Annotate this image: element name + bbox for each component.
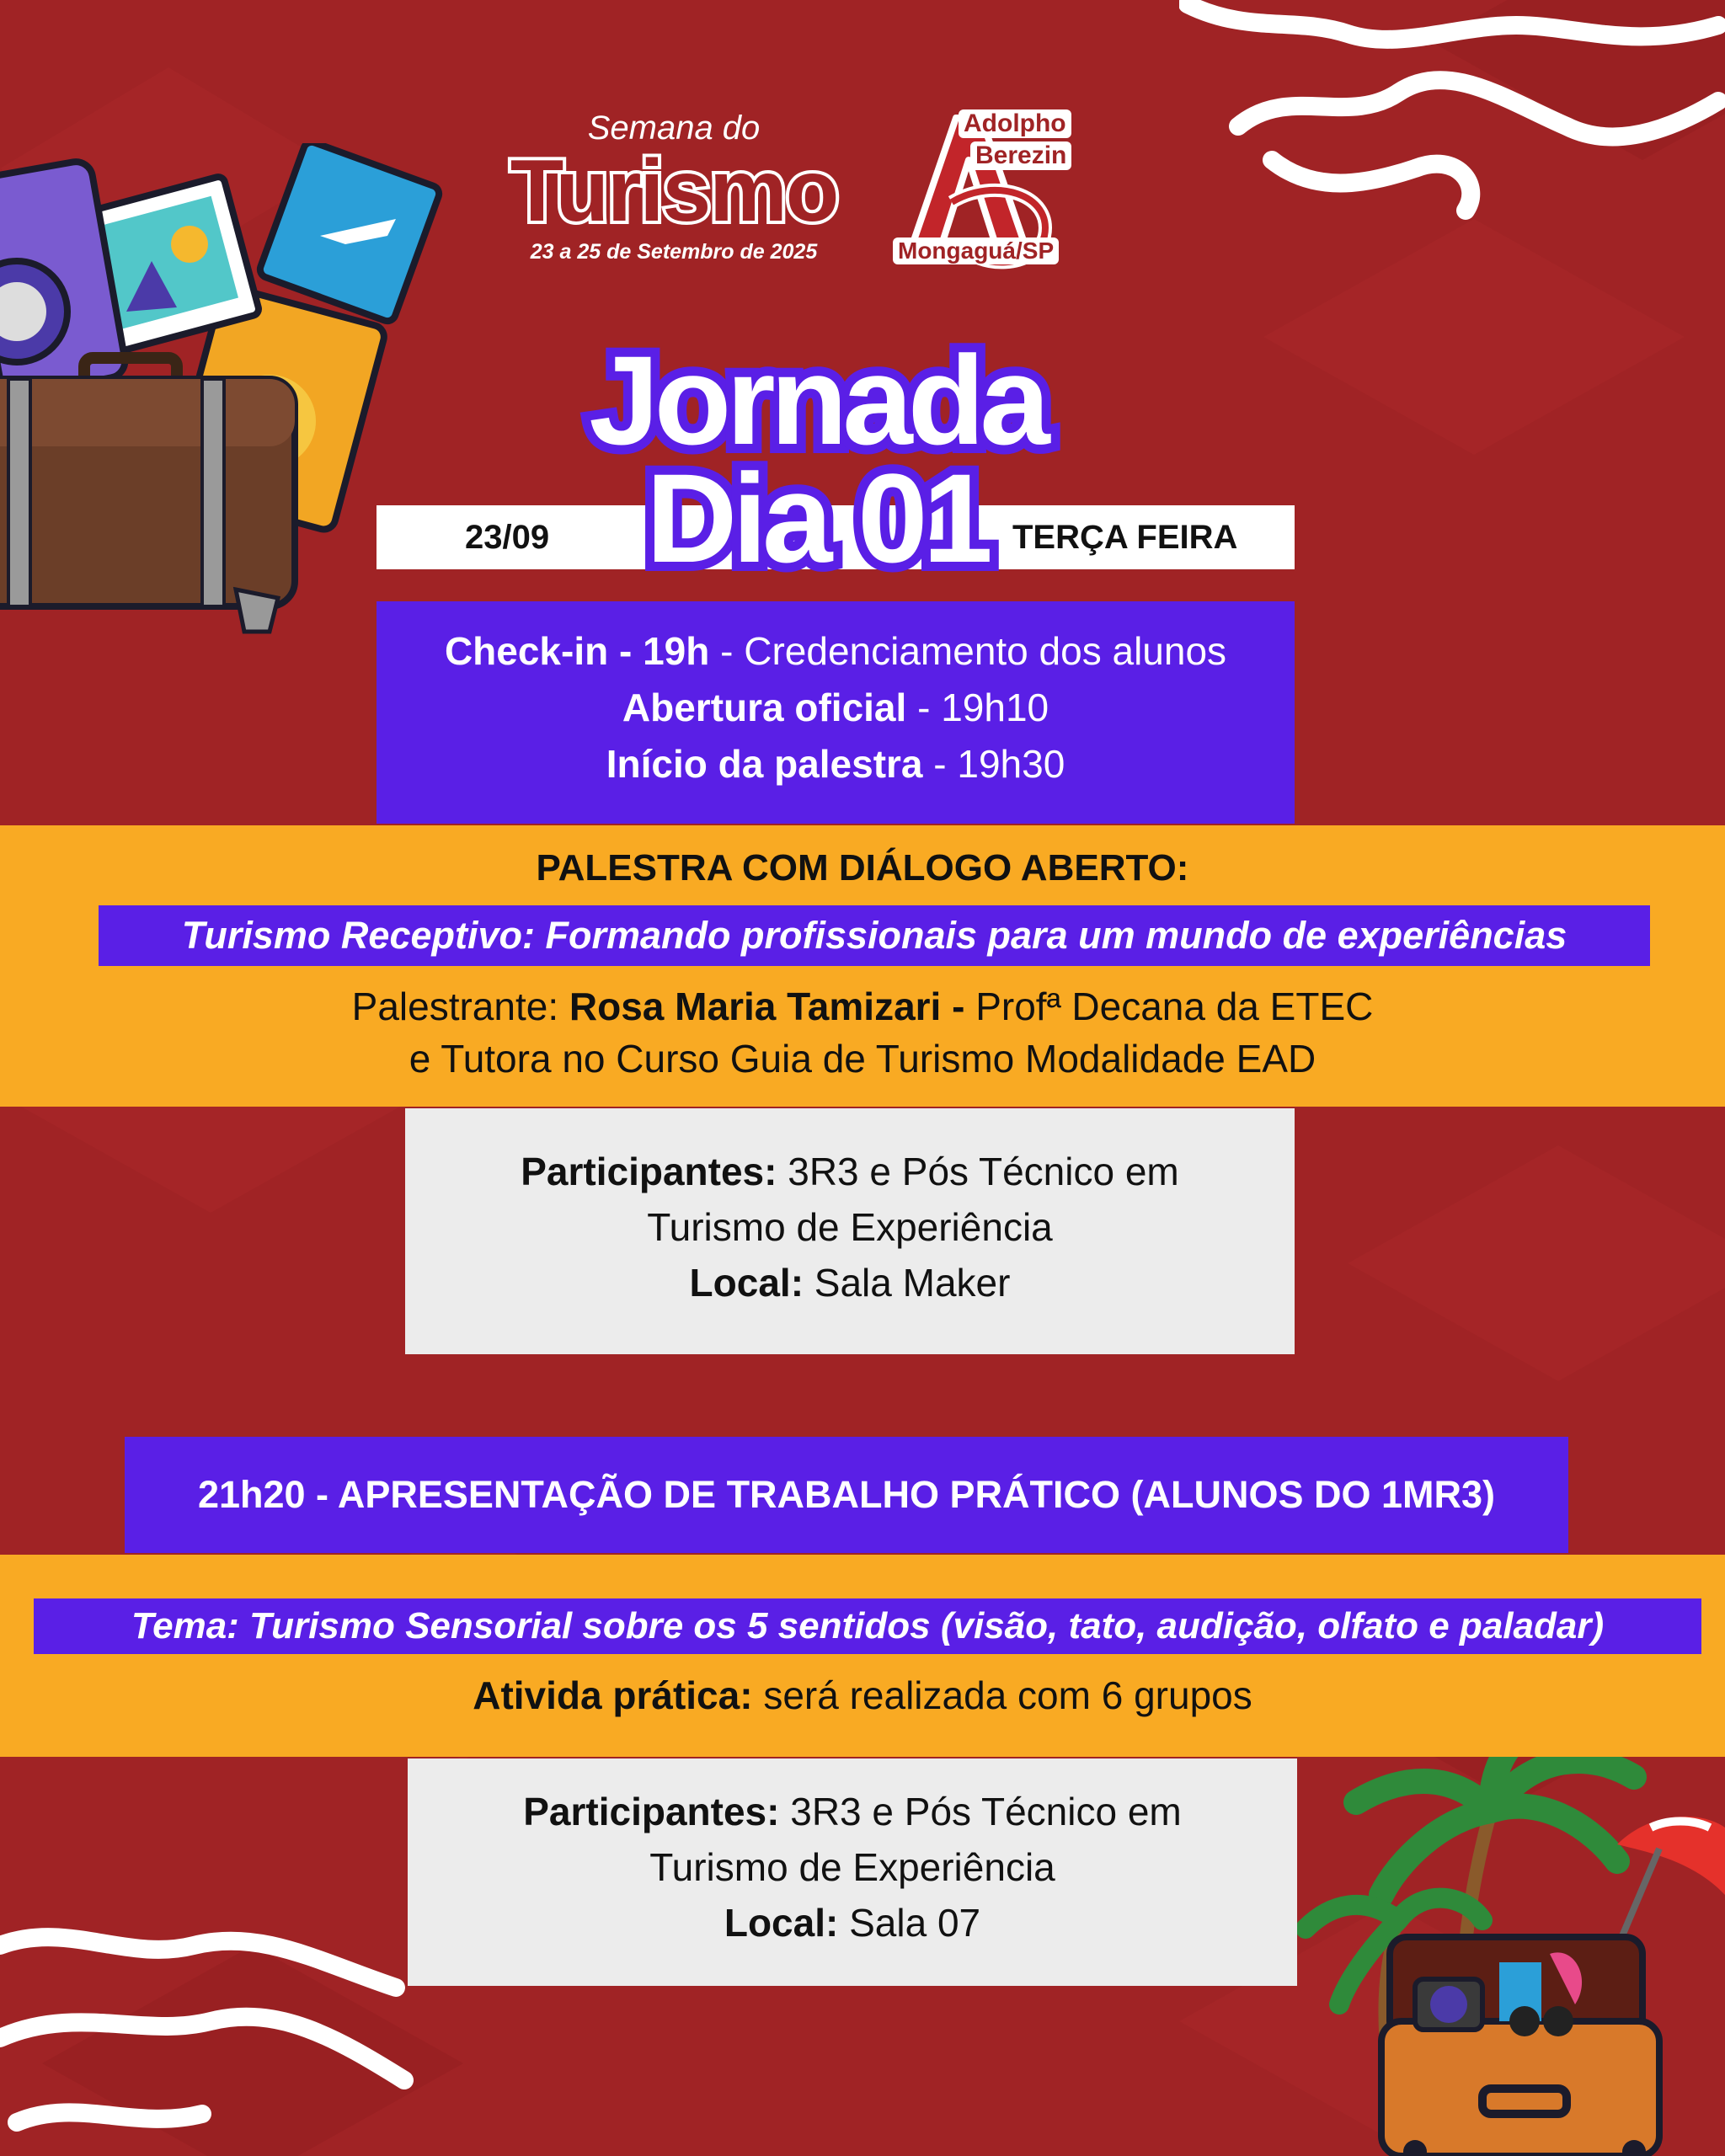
practical-theme: Tema: Turismo Sensorial sobre os 5 sentidos (visão, tato, audição, olfato e paladar) [131, 1605, 1605, 1646]
beach-suitcase-illustration [1297, 1735, 1725, 2156]
schedule-line-opening [377, 685, 1295, 730]
speaker-line-2: e Tutora no Curso Guia de Turismo Modalidade EAD [409, 1037, 1316, 1081]
info2-local-label: Local: [724, 1901, 839, 1945]
info1-participants-line1: 3R3 e Pós Técnico em [777, 1150, 1179, 1193]
travel-suitcase-illustration [0, 143, 446, 648]
talk-start-text: - 19h30 [922, 742, 1065, 786]
practical-activity-label: Ativida prática: [473, 1673, 753, 1717]
info1-participants-label: Participantes: [521, 1150, 777, 1193]
practical-activity [0, 1673, 1725, 1718]
school-name-1: Adolpho [959, 109, 1071, 138]
school-city: Mongaguá/SP [893, 237, 1059, 264]
opening-text: - 19h10 [906, 686, 1049, 729]
info2-participants-label: Participantes: [523, 1790, 780, 1833]
event-big-text: Turismo [510, 142, 838, 240]
practical-heading: 21h20 - APRESENTAÇÃO DE TRABALHO PRÁTICO (ALUNOS DO 1MR3) [197, 1473, 1496, 1516]
practical-theme-bar [34, 1598, 1701, 1654]
title-line-2: Dia 01 [646, 447, 988, 589]
info1-local-value: Sala Maker [804, 1261, 1011, 1305]
talk-heading: PALESTRA COM DIÁLOGO ABERTO: [536, 847, 1189, 889]
info-box-2 [408, 1758, 1297, 1986]
schedule-line-talk-start [377, 741, 1295, 787]
school-name-2: Berezin [970, 141, 1071, 170]
info2-local-value: Sala 07 [838, 1901, 981, 1945]
info1-participants [405, 1149, 1295, 1194]
squiggle-decoration-bottom [0, 1912, 438, 2156]
squiggle-decoration-top [1179, 0, 1725, 253]
speaker-role-1: Profª Decana da ETEC [975, 985, 1374, 1028]
main-title [522, 329, 1112, 589]
event-logo [489, 109, 859, 264]
speaker-name: Rosa Maria Tamizari - [569, 985, 976, 1028]
info2-participants-line2: Turismo de Experiência [649, 1845, 1055, 1889]
talk-start-label: Início da palestra [606, 742, 923, 786]
practical-band [0, 1555, 1725, 1757]
talk-band [0, 825, 1725, 1107]
talk-topic-bar [99, 905, 1650, 966]
info1-local [405, 1260, 1295, 1305]
event-weekday: TERÇA FEIRA [1012, 519, 1238, 556]
speaker-line-1 [0, 984, 1725, 1029]
checkin-text: - Credenciamento dos alunos [709, 629, 1227, 673]
talk-topic: Turismo Receptivo: Formando profissionais para um mundo de experiências [181, 914, 1567, 957]
speaker-prefix: Palestrante: [351, 985, 569, 1028]
event-dates: 23 a 25 de Setembro de 2025 [530, 240, 818, 264]
title-line-1: Jornada [589, 329, 1045, 471]
practical-heading-bar [125, 1437, 1568, 1553]
event-small-text: Semana do [587, 109, 761, 147]
school-logo [893, 109, 1087, 278]
info-box-1 [405, 1108, 1295, 1354]
info2-local [408, 1900, 1297, 1945]
opening-label: Abertura oficial [622, 686, 907, 729]
event-date: 23/09 [465, 519, 550, 556]
schedule-line-checkin [377, 628, 1295, 674]
info2-participants-line1: 3R3 e Pós Técnico em [779, 1790, 1182, 1833]
info2-participants [408, 1789, 1297, 1834]
practical-activity-text: será realizada com 6 grupos [752, 1673, 1252, 1717]
info1-participants-line2: Turismo de Experiência [647, 1205, 1053, 1249]
checkin-label: Check-in - 19h [444, 629, 710, 673]
info1-local-label: Local: [689, 1261, 804, 1305]
schedule-box [377, 601, 1295, 824]
